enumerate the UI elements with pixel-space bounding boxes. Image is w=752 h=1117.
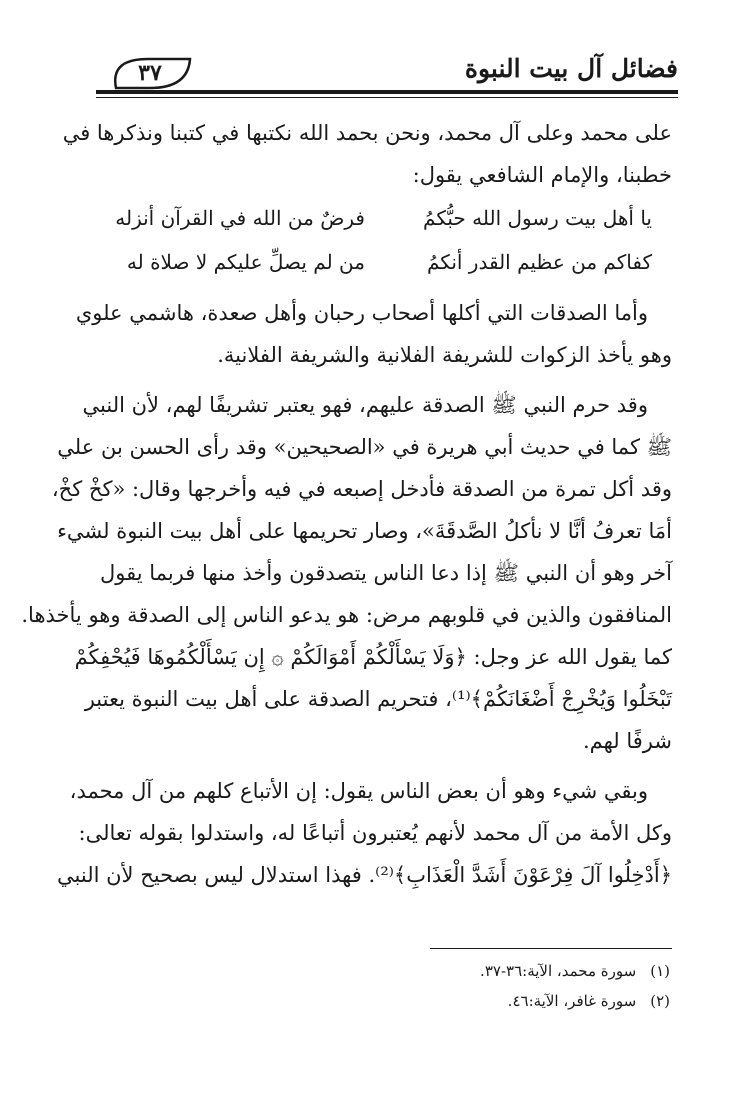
header-rule (96, 90, 678, 94)
footnote-number: (٢) (650, 992, 670, 1010)
text-line: وهو يأخذ الزكوات للشريفة الفلانية والشريفة الفلانية. (217, 343, 672, 367)
text-line: آخر وهو أن النبي ﷺ إذا دعا الناس يتصدقون وأخذ منها فربما يقول (100, 561, 672, 585)
text-line: أمَا تعرفُ أنَّا لا نأكلُ الصَّدقَةَ»، وصار تحريمها على أهل بيت النبوة لشيء (57, 519, 672, 543)
poem-verse (100, 196, 672, 240)
poem (100, 196, 672, 292)
poem-hemistich-second: من لم يصلِّ عليكم لا صلاة له (126, 250, 365, 274)
poem-hemistich-first: يا أهل بيت رسول الله حبُّكمُ (423, 206, 652, 230)
text-line: وكل الأمة من آل محمد لأنهم يُعتبرون أتباعًا له، واستدلوا بقوله تعالى: (78, 821, 672, 845)
page-number: ٣٧ (138, 60, 162, 86)
body-text (21, 112, 672, 896)
quran-verse-line: تَبْخَلُوا وَيُخْرِجْ أَضْغَانَكُمْ﴾⁽¹⁾، فتحريم الصدقة على أهل بيت النبوة يعتبر (84, 687, 672, 711)
header-rule-thin (96, 97, 678, 98)
footnote-number: (١) (650, 962, 670, 980)
poem-verse (100, 240, 672, 284)
text-line: على محمد وعلى آل محمد، ونحن بحمد الله نكتبها في كتبنا ونذكرها في (62, 121, 672, 145)
book-title: فضائل آل بيت النبوة (464, 54, 678, 83)
footnote-separator (430, 948, 672, 949)
poem-hemistich-second: فرضٌ من الله في القرآن أنزله (115, 206, 365, 230)
footnote (270, 986, 670, 1016)
footnotes (270, 956, 670, 1016)
text-line: وقد أكل تمرة من الصدقة فأدخل إصبعه في فيه وأخرجها وقال: «كخْ كخْ، (51, 477, 672, 501)
poem-hemistich-first: كفاكم من عظيم القدر أنكمُ (426, 250, 652, 274)
text-line: وأما الصدقات التي أكلها أصحاب رحبان وأهل صعدة، هاشمي علوي (75, 301, 648, 325)
quran-verse-line: كما يقول الله عز وجل: ﴿وَلَا يَسْأَلْكُمْ أَمْوَالَكُمْ ۞ إِن يَسْأَلْكُمُوهَا فَيُحْفِكُمْ (74, 645, 672, 669)
footnote-text: سورة محمد، الآية:٣٦-٣٧. (480, 962, 637, 980)
footnote-text: سورة غافر، الآية:٤٦. (507, 992, 637, 1010)
text-line: خطبنا، والإمام الشافعي يقول: (412, 163, 672, 187)
page-number-badge (108, 56, 192, 90)
quran-verse-line: ﴿أَدْخِلُوا آلَ فِرْعَوْنَ أَشَدَّ الْعَذَابِ﴾⁽²⁾. فهذا استدلال ليس بصحيح لأن النبي (57, 863, 672, 887)
footnote (270, 956, 670, 986)
text-line: وقد حرم النبي ﷺ الصدقة عليهم، فهو يعتبر تشريفًا لهم، لأن النبي (82, 393, 648, 417)
text-line: شرفًا لهم. (582, 729, 672, 753)
text-line: وبقي شيء وهو أن بعض الناس يقول: إن الأتباع كلهم من آل محمد، (69, 779, 648, 803)
text-line: المنافقون والذين في قلوبهم مرض: هو يدعو الناس إلى الصدقة وهو يأخذها. (21, 603, 672, 627)
text-line: ﷺ كما في حديث أبي هريرة في «الصحيحين» وقد رأى الحسن بن علي (57, 435, 672, 459)
